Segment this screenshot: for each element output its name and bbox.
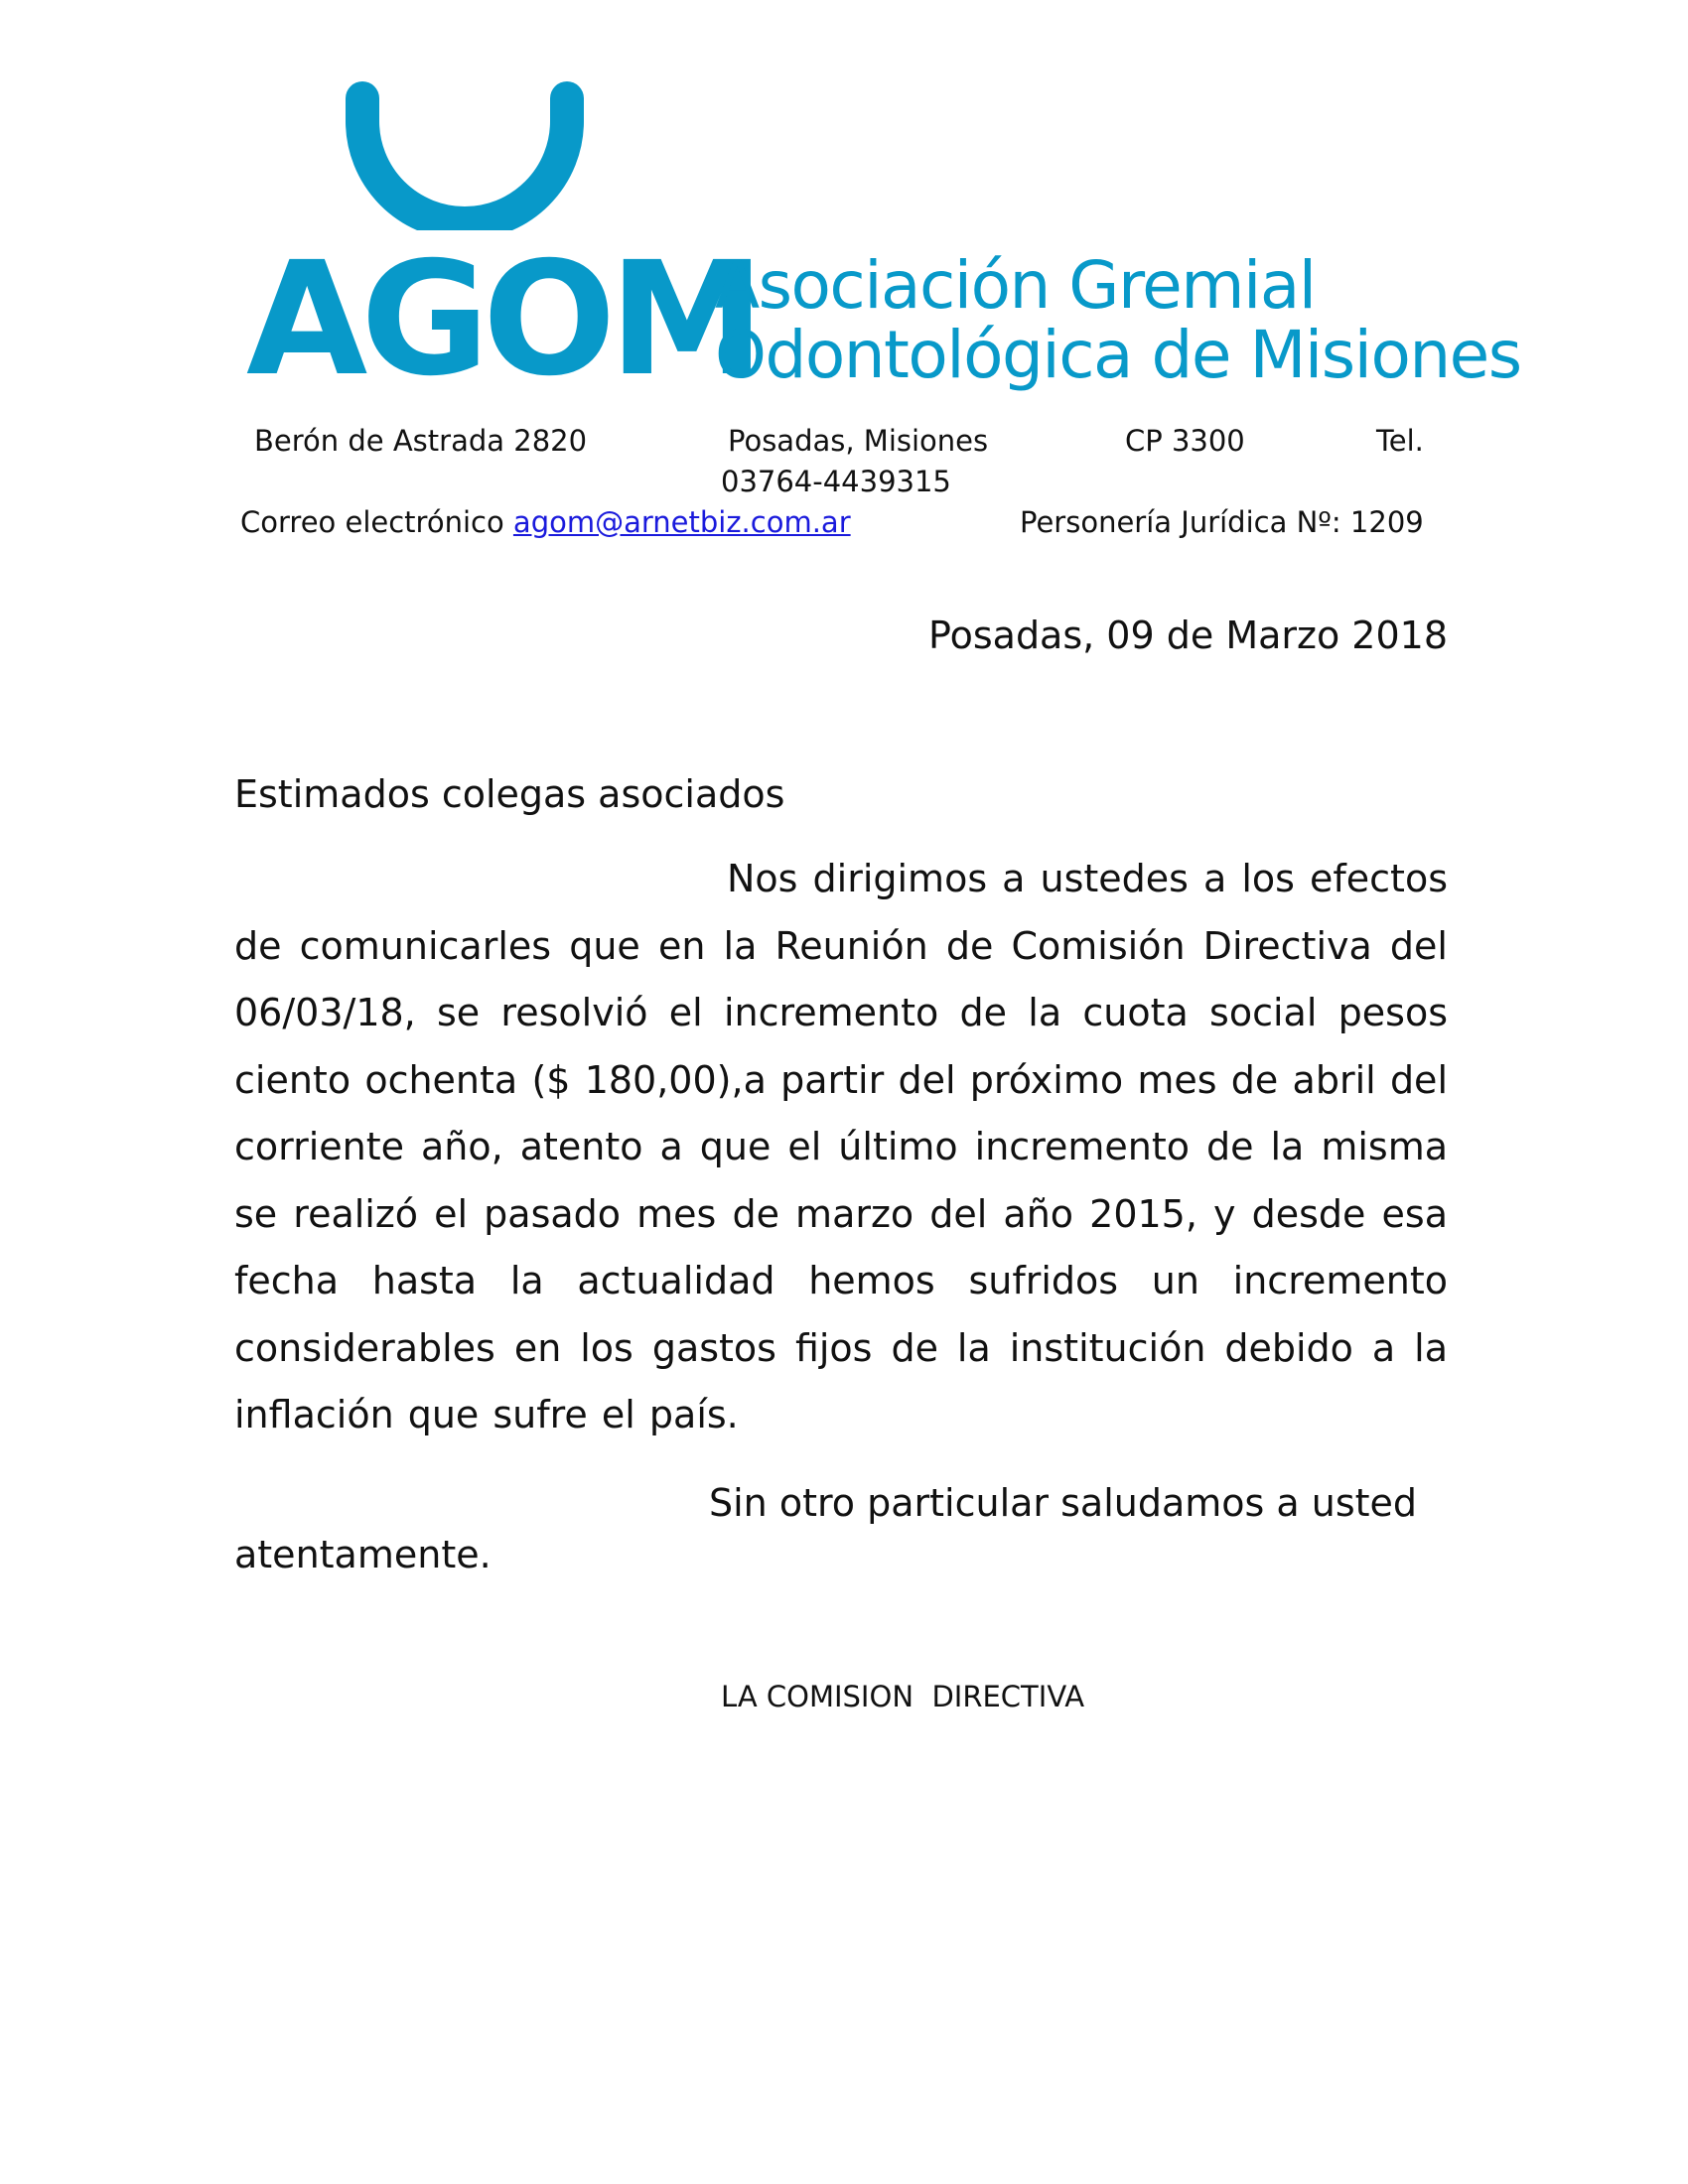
city: Posadas, Misiones — [728, 424, 989, 458]
phone-number: 03764-4439315 — [721, 465, 951, 498]
letter-closing: Sin otro particular saludamos a usted atentamente. — [234, 1481, 1418, 1576]
tel-label: Tel. — [1376, 424, 1424, 458]
email-label: Correo electrónico — [240, 505, 504, 539]
smile-arc-icon — [346, 81, 584, 230]
address: Berón de Astrada 2820 — [254, 424, 588, 458]
letter-greeting: Estimados colegas asociados — [234, 772, 785, 816]
agom-logo — [246, 77, 1521, 411]
logo-organization-name — [715, 247, 1521, 393]
postal-code: CP 3300 — [1125, 424, 1245, 458]
logo-name-line-1: Asociación Gremial — [715, 247, 1316, 324]
logo-name-line-2: Odontológica de Misiones — [715, 317, 1521, 393]
email-line — [240, 505, 851, 539]
letter-signature: LA COMISION DIRECTIVA — [721, 1680, 1085, 1713]
letter-body: Nos dirigimos a ustedes a los efectos de comunicarles que en la Reunión de Comisión Directiva del 06/03/18, se resolvió el incremento de la cuota social pesos ciento ochenta ($ 180,00),a partir del próximo mes de abril del corriente año, atento a que el último incremento de la misma se realizó el pasado mes de marzo del año 2015, y desde esa fecha hasta la actualidad hemos sufridos un incremento considerables en los gastos fijos de la institución debido a la inflación que sufre el país. — [234, 857, 1448, 1436]
letter-date: Posadas, 09 de Marzo 2018 — [928, 614, 1448, 657]
email-link[interactable]: agom@arnetbiz.com.ar — [512, 505, 851, 539]
logo-acronym: AGOM — [246, 228, 759, 411]
legal-registration: Personería Jurídica Nº: 1209 — [1020, 505, 1424, 539]
